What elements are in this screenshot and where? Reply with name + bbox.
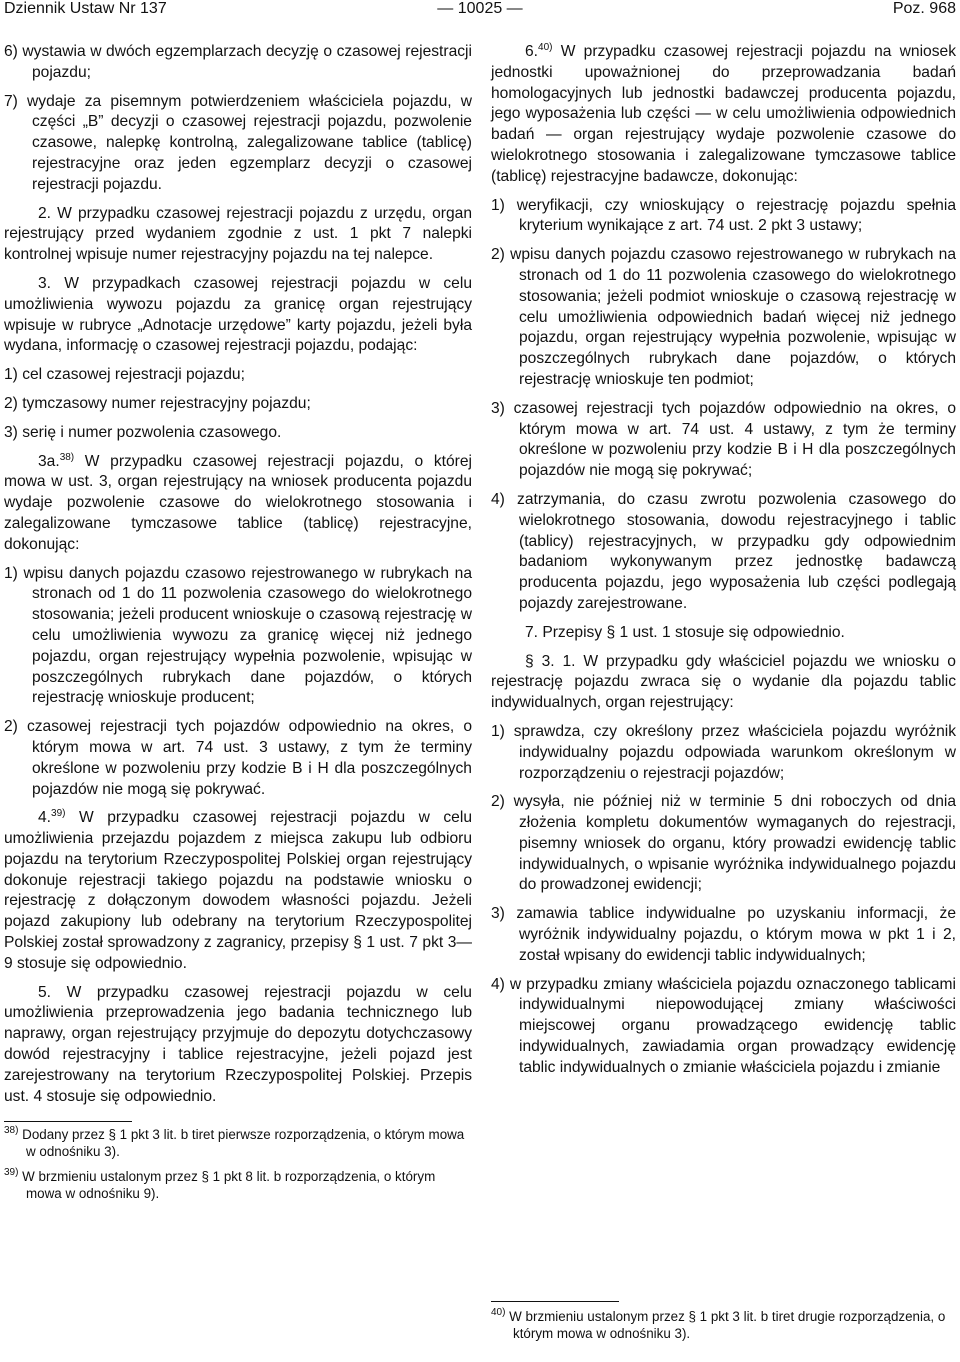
section-4-text: W przypadku czasowej rejestracji pojazdu w celu umożliwienia przejazdu pojazdem z miejsca zakupu lub odbioru pojazdu na terytorium Rzeczypospolitej Polskiej organ rejestrujący dokonuje rejestracji takiego pojazdu na podstawie wniosku o rejestrację z dołączonym dowodem własności pojazdu. Jeżeli pojazd zakupiony lub odebrany na terytorium Rzeczypospolitej Polskiej został sprowadzony z zagranicy, przepisy § 1 ust. 7 pkt 3—9 stosuje się odpowiednio. bbox=[4, 809, 472, 972]
page-header bbox=[4, 0, 956, 22]
section-6-item-2: 2) wpisu danych pojazdu czasowo rejestrowanego w rubrykach na stronach od 1 do 11 pozwolenia czasowego do wielokrotnego stosowania; jeżeli podmiot wnioskuje o czasową rejestrację w celu umożliwienia odpowiednich badań więcej niż jednego pojazdu, organ rejestrujący wypełnia pozwolenie, wpisując w poszczególnych rubrykach dane pojazdów, o których rejestrację wnioskuje ten podmiot; bbox=[491, 246, 956, 388]
footnote-39 bbox=[4, 1168, 472, 1202]
section-4-number: 4. bbox=[38, 809, 52, 827]
section-3-item-2: 2) tymczasowy numer rejestracyjny pojazdu; bbox=[4, 394, 311, 412]
footnote-text: Dodany przez § 1 pkt 3 lit. b tiret pierwsze rozporządzenia, o którym mowa w odnośniku 3). bbox=[18, 1127, 465, 1160]
paragraph-3: § 3. 1. W przypadku gdy właściciel pojazdu we wniosku o rejestrację pojazdu zwraca się o wydanie dla pojazdu tablic indywidualnych, organ rejestrujący: bbox=[491, 652, 956, 712]
footnote-ref-39: 39) bbox=[51, 808, 66, 820]
section-3a bbox=[4, 452, 472, 556]
section-6-text: W przypadku czasowej rejestracji pojazdu na wniosek jednostki upoważnionej do przeprowadzania badań homologacyjnych lub jednostki badawczej producenta pojazdu, jego wyposażenia lub części — w celu umożliwienia odpowiednich badań — organ rejestrujący wydaje pozwolenie czasowe do wielokrotnego stosowania i zalegalizowane tymczasowe tablice (tablicę) rejestracyjne badawcze, dokonując: bbox=[491, 43, 956, 185]
footnote-marker: 40) bbox=[491, 1307, 506, 1318]
section-3a-text: W przypadku czasowej rejestracji pojazdu, o której mowa w ust. 3, organ rejestrujący na wniosek producenta pojazdu wydaje pozwolenie czasowe do wielokrotnego stosowania i zalegalizowane tymczasowe tablice (tablicę) rejestracyjne, dokonując: bbox=[4, 452, 472, 553]
paragraph-3-item-4: 4) w przypadku zmiany właściciela pojazdu oznaczonego tablicami indywidualnymi niepowodującej zmiany właściwości miejscowej organu prowadzącego ewidencję tablic indywidualnych, zawiadamia organ prowadzący ewidencję tablic indywidualnych o zmianie właściciela pojazdu i zmianie bbox=[491, 975, 956, 1076]
page-number: — 10025 — bbox=[437, 0, 523, 17]
section-3a-number: 3a. bbox=[38, 452, 60, 470]
section-6 bbox=[491, 42, 956, 188]
section-6-item-4: 4) zatrzymania, do czasu zwrotu pozwolenia czasowego do wielokrotnego stosowania, dowodu rejestracyjnego i tablic (tablicy) rejestracyjnych, w przypadku gdy odpowiednim badaniom wykonywanym przez jednostkę badawczą producenta pojazdu, jego wyposażenia lub części podlegają pojazdy zarejestrowane. bbox=[491, 490, 956, 612]
footnote-divider bbox=[491, 1301, 619, 1302]
footnote-ref-38: 38) bbox=[59, 451, 75, 463]
section-3a-item-2: 2) czasowej rejestracji tych pojazdów odpowiednio na okres, o którym mowa w art. 74 ust. 3 ustawy, z tym że terminy określone w pozwoleniu przy kodzie B i H dla poszczególnych pojazdów nie mogą się pokrywać. bbox=[4, 718, 472, 798]
position-number: Poz. 968 bbox=[892, 0, 956, 17]
footnote-40 bbox=[491, 1308, 956, 1342]
item-7: 7) wydaje za pisemnym potwierdzeniem właściciela pojazdu, w części „B” decyzji o czasowej rejestracji pojazdu, pozwolenie czasowe, nalepkę kontrolną, zalegalizowane tablice (tablicę) rejestracyjne oraz jeden egzemplarz decyzji o czasowej rejestracji pojazdu. bbox=[4, 92, 472, 193]
section-2: 2. W przypadku czasowej rejestracji pojazdu z urzędu, organ rejestrujący przed wydaniem zgodnie z ust. 1 pkt 7 nalepki kontrolnej wpisuje numer rejestracyjny pojazdu na tej nalepce. bbox=[4, 204, 472, 264]
footnote-ref-40: 40) bbox=[538, 42, 553, 53]
paragraph-3-item-3: 3) zamawia tablice indywidualne po uzyskaniu informacji, że wyróżnik indywidualny pojazdu, o którym mowa w pkt 1 i 2, został wpisany do ewidencji tablic indywidualnych; bbox=[491, 905, 956, 964]
section-3: 3. W przypadkach czasowej rejestracji pojazdu w celu umożliwienia wywozu pojazdu za granicę organ rejestrujący wpisuje w rubryce „Adnotacje urzędowe” karty pojazdu, jeżeli była wydana, informację o czasowej rejestracji pojazdu, podając: bbox=[4, 274, 472, 355]
section-7: 7. Przepisy § 1 ust. 1 stosuje się odpowiednio. bbox=[525, 623, 845, 641]
section-3-item-3: 3) serię i numer pozwolenia czasowego. bbox=[4, 423, 282, 441]
right-column bbox=[491, 42, 956, 1087]
paragraph-3-item-1: 1) sprawdza, czy określony przez właściciela pojazdu wyróżnik indywidualny pojazdu odpowiada warunkom określonym w rozporządzeniu o rejestracji pojazdów; bbox=[491, 722, 956, 782]
paragraph-3-item-2: 2) wysyła, nie później niż w terminie 5 dni roboczych od dnia złożenia kompletu dokumentów wymaganych do rejestracji, pisemny wniosek do organu, który prowadzi ewidencję tablic indywidualnych, o wpisanie wyróżnika indywidualnego pojazdu do prowadzonej ewidencji; bbox=[491, 793, 956, 894]
section-4 bbox=[4, 808, 472, 974]
right-footnotes bbox=[491, 1301, 956, 1343]
journal-title: Dziennik Ustaw Nr 137 bbox=[4, 0, 167, 17]
footnote-marker: 38) bbox=[4, 1125, 19, 1137]
section-6-number: 6. bbox=[525, 43, 539, 60]
footnote-divider bbox=[4, 1121, 132, 1122]
footnote-38 bbox=[4, 1126, 472, 1160]
footnote-marker: 39) bbox=[4, 1167, 19, 1179]
section-3a-item-1: 1) wpisu danych pojazdu czasowo rejestrowanego w rubrykach na stronach od 1 do 11 pozwolenia czasowego do wielokrotnego stosowania; jeżeli producent wnioskuje o czasową rejestrację w celu umożliwienia wywozu za granicę więcej niż jednego pojazdu, organ rejestrujący wypełnia pozwolenie, wpisując w poszczególnych rubrykach dane pojazdów, o których rejestrację wnioskuje producent; bbox=[4, 564, 472, 707]
section-3-item-1: 1) cel czasowej rejestracji pojazdu; bbox=[4, 366, 245, 384]
section-5: 5. W przypadku czasowej rejestracji pojazdu w celu umożliwienia przeprowadzenia jego badania technicznego lub naprawy, organ rejestrujący przyjmuje do depozytu dotychczasowy dowód rejestracyjny i tablice rejestracyjne, jeżeli pojazd jest zarejestrowany na terytorium Rzeczypospolitej Polskiej. Przepis ust. 4 stosuje się odpowiednio. bbox=[4, 983, 472, 1105]
section-6-item-3: 3) czasowej rejestracji tych pojazdów odpowiednio na okres, o którym mowa w art. 74 ust. 4 ustawy, z tym że terminy określone w pozwoleniu przy kodzie B i H dla poszczególnych pojazdów nie mogą się pokrywać; bbox=[491, 399, 956, 480]
left-column bbox=[4, 42, 472, 1210]
section-6-item-1: 1) weryfikacji, czy wnioskujący o rejestrację pojazdu spełnia kryterium wynikające z art. 74 ust. 2 pkt 3 ustawy; bbox=[491, 196, 956, 235]
footnote-text: W brzmieniu ustalonym przez § 1 pkt 8 lit. b rozporządzenia, o którym mowa w odnośniku 9). bbox=[18, 1169, 436, 1202]
item-6: 6) wystawia w dwóch egzemplarzach decyzję o czasowej rejestracji pojazdu; bbox=[4, 43, 472, 81]
footnote-text: W brzmieniu ustalonym przez § 1 pkt 3 lit. b tiret drugie rozporządzenia, o którym mowa w odnośniku 3). bbox=[505, 1309, 946, 1341]
